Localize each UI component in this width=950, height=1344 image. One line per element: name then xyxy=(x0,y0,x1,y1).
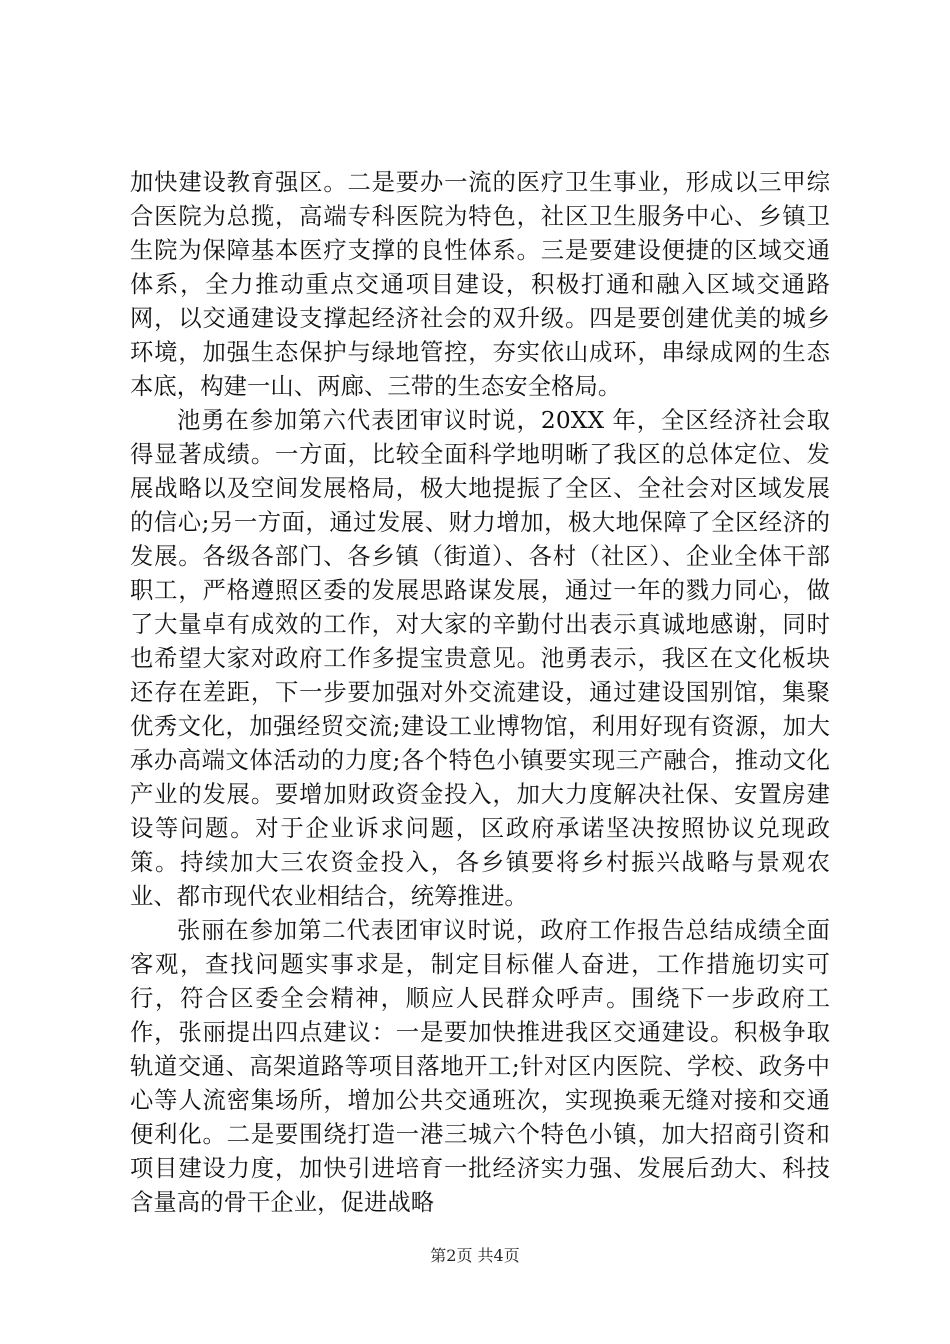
paragraph-1: 加快建设教育强区。二是要办一流的医疗卫生事业，形成以三甲综合医院为总揽，高端专科医院为特色，社区卫生服务中心、乡镇卫生院为保障基本医疗支撑的良性体系。三是要建设便捷的区域交通体系，全力推动重点交通项目建设，积极打通和融入区域交通路网，以交通建设支撑起经济社会的双升级。四是要创建优美的城乡环境，加强生态保护与绿地管控，夯实依山成环，串绿成网的生态本底，构建一山、两廊、三带的生态安全格局。 xyxy=(130,169,830,400)
page-footer: 第2页 共4页 xyxy=(430,1246,520,1265)
paragraph-3: 张丽在参加第二代表团审议时说，政府工作报告总结成绩全面客观，查找问题实事求是，制定目标催人奋进，工作措施切实可行，符合区委全会精神，顺应人民群众呼声。围绕下一步政府工作，张丽提出四点建议：一是要加快推进我区交通建设。积极争取轨道交通、高架道路等项目落地开工;针对区内医院、学校、政务中心等人流密集场所，增加公共交通班次，实现换乘无缝对接和交通便利化。二是要围绕打造一港三城六个特色小镇，加大招商引资和项目建设力度，加快引进培育一批经济实力强、发展后劲大、科技含量高的骨干企业，促进战略 xyxy=(130,917,830,1216)
document-body xyxy=(130,166,830,1220)
paragraph-2: 池勇在参加第六代表团审议时说，20XX 年，全区经济社会取得显著成绩。一方面，比较全面科学地明晰了我区的总体定位、发展战略以及空间发展格局，极大地提振了全区、全社会对区域发展的信心;另一方面，通过发展、财力增加，极大地保障了全区经济的发展。各级各部门、各乡镇（街道）、各村（社区）、企业全体干部职工，严格遵照区委的发展思路谋发展，通过一年的戮力同心，做了大量卓有成效的工作，对大家的辛勤付出表示真诚地感谢，同时也希望大家对政府工作多提宝贵意见。池勇表示，我区在文化板块还存在差距，下一步要加强对外交流建设，通过建设国别馆，集聚优秀文化，加强经贸交流;建设工业博物馆，利用好现有资源，加大承办高端文体活动的力度;各个特色小镇要实现三产融合，推动文化产业的发展。要增加财政资金投入，加大力度解决社保、安置房建设等问题。对于企业诉求问题，区政府承诺坚决按照协议兑现政策。持续加大三农资金投入，各乡镇要将乡村振兴战略与景观农业、都市现代农业相结合，统筹推进。 xyxy=(130,407,830,910)
